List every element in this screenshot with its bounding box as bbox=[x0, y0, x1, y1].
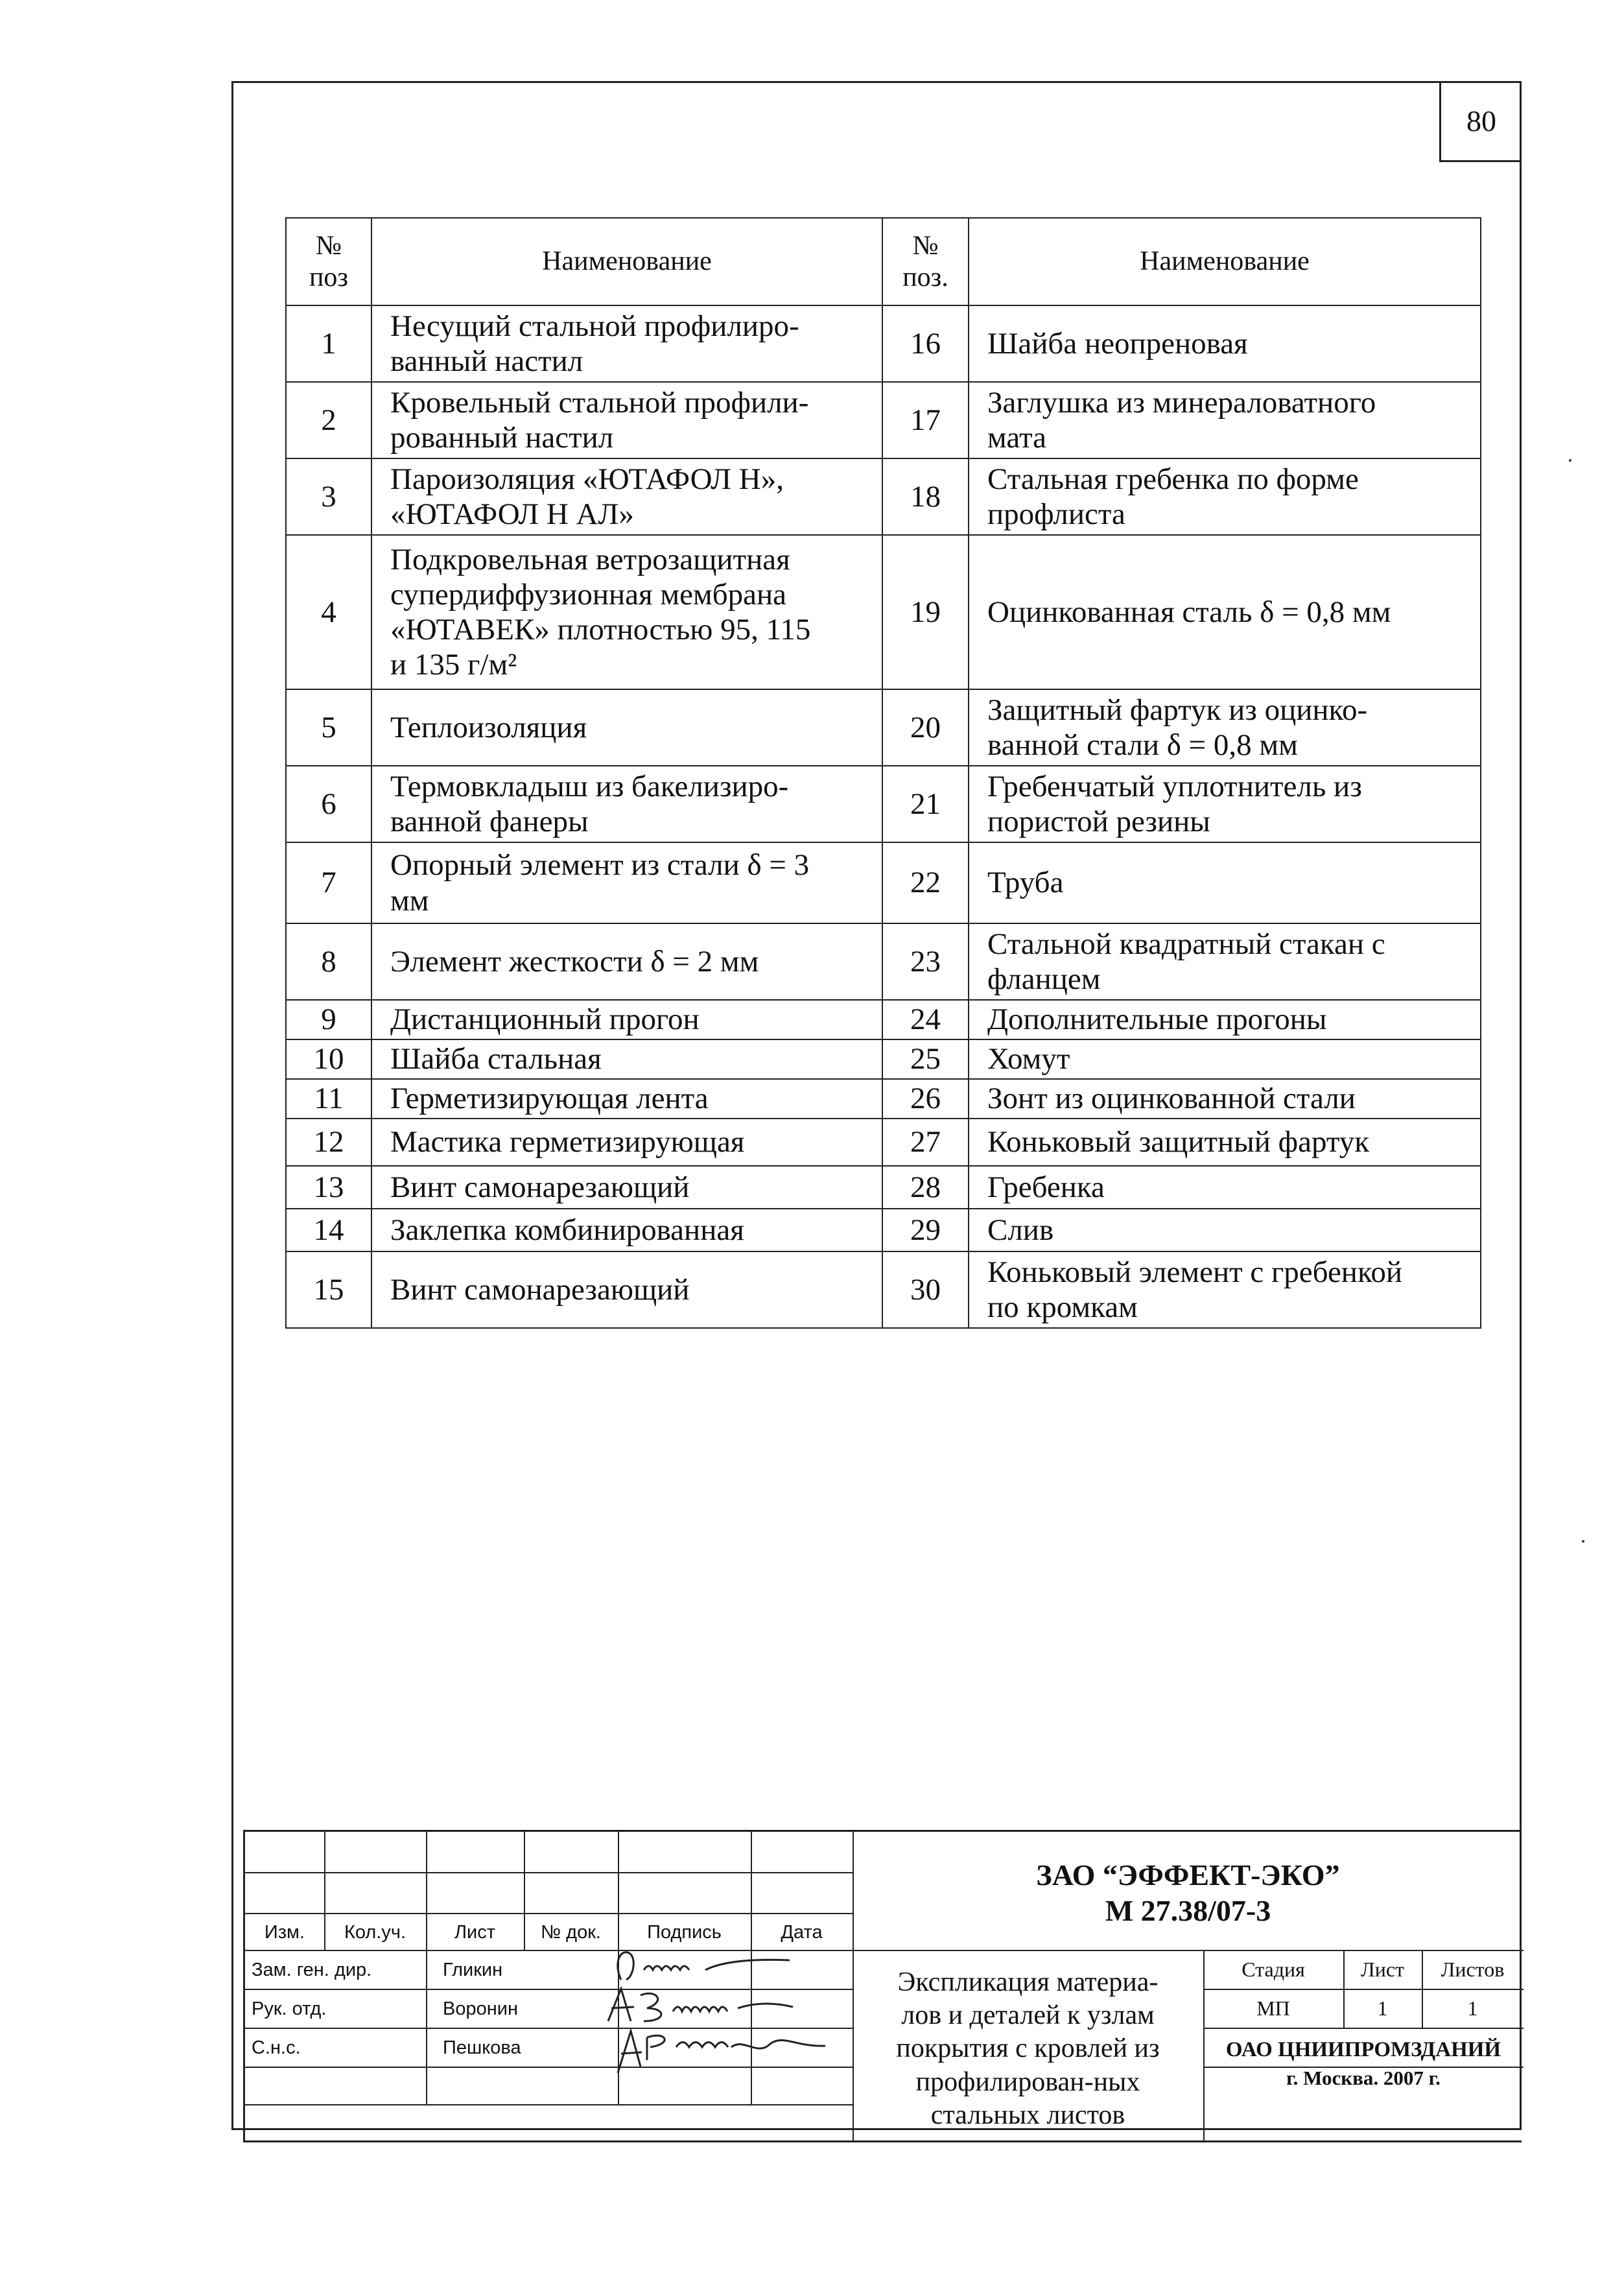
table-row bbox=[286, 1079, 1481, 1119]
company-name: ЗАО “ЭФФЕКТ-ЭКО” bbox=[1036, 1858, 1340, 1891]
sheet-title: Экспликация материа- лов и деталей к узлам покрытия с кровлей из профилирован-ных стальных листов bbox=[896, 1967, 1160, 2130]
cell-pos-left: 13 bbox=[286, 1166, 371, 1209]
organization-name: ОАО ЦНИИПРОМЗДАНИЙ bbox=[1225, 2038, 1501, 2061]
cell-pos-left: 7 bbox=[286, 842, 371, 923]
scan-speck bbox=[1569, 459, 1571, 462]
cell-name-left: Заклепка комбинированная bbox=[371, 1209, 882, 1251]
cell-name-right: Коньковый защитный фартук bbox=[969, 1119, 1481, 1166]
document-code: М 27.38/07-3 bbox=[1105, 1894, 1271, 1927]
header-name-left: Наименование bbox=[371, 218, 882, 305]
cell-pos-left: 14 bbox=[286, 1209, 371, 1251]
cell-name-left: Теплоизоляция bbox=[371, 689, 882, 766]
cell-name-left: Мастика герметизирующая bbox=[371, 1119, 882, 1166]
cell-pos-right: 24 bbox=[882, 1000, 969, 1039]
table-row bbox=[286, 382, 1481, 458]
cell-name-left: Опорный элемент из стали δ = 3 мм bbox=[371, 842, 882, 923]
name-glikin: Гликин bbox=[443, 1960, 503, 1980]
col-header-kol-uch: Кол.уч. bbox=[344, 1921, 406, 1943]
cell-pos-right: 16 bbox=[882, 305, 969, 382]
cell-name-left: Пароизоляция «ЮТАФОЛ Н», «ЮТАФОЛ Н АЛ» bbox=[371, 458, 882, 535]
sheets-label: Листов bbox=[1441, 1957, 1505, 1981]
cell-pos-right: 27 bbox=[882, 1119, 969, 1166]
col-header-izm: Изм. bbox=[264, 1921, 305, 1943]
cell-name-left: Несущий стальной профилиро- ванный настил bbox=[371, 305, 882, 382]
cell-name-left: Шайба стальная bbox=[371, 1039, 882, 1079]
table-row bbox=[286, 458, 1481, 535]
cell-name-left: Винт самонарезающий bbox=[371, 1166, 882, 1209]
col-header-date: Дата bbox=[781, 1921, 823, 1943]
table-row bbox=[286, 1209, 1481, 1251]
role-dept-head: Рук. отд. bbox=[252, 1998, 327, 2019]
cell-pos-right: 25 bbox=[882, 1039, 969, 1079]
table-row bbox=[286, 842, 1481, 923]
scan-speck bbox=[1582, 1540, 1584, 1543]
cell-pos-right: 21 bbox=[882, 766, 969, 842]
cell-pos-right: 23 bbox=[882, 923, 969, 1000]
cell-name-right: Гребенчатый уплотнитель из пористой резины bbox=[969, 766, 1481, 842]
cell-name-right: Стальной квадратный стакан с фланцем bbox=[969, 923, 1481, 1000]
cell-name-left: Герметизирующая лента bbox=[371, 1079, 882, 1119]
cell-name-right: Труба bbox=[969, 842, 1481, 923]
cell-name-left: Винт самонарезающий bbox=[371, 1251, 882, 1328]
table-row bbox=[286, 689, 1481, 766]
cell-pos-left: 9 bbox=[286, 1000, 371, 1039]
cell-name-left: Термовкладыш из бакелизиро- ванной фанеры bbox=[371, 766, 882, 842]
cell-name-left: Дистанционный прогон bbox=[371, 1000, 882, 1039]
role-senior-researcher: С.н.с. bbox=[252, 2037, 301, 2058]
cell-pos-right: 19 bbox=[882, 535, 969, 689]
cell-name-right: Дополнительные прогоны bbox=[969, 1000, 1481, 1039]
table-row bbox=[286, 923, 1481, 1000]
header-pos-left: № поз bbox=[286, 218, 371, 305]
cell-pos-left: 3 bbox=[286, 458, 371, 535]
sheet-label: Лист bbox=[1360, 1957, 1404, 1981]
table-row bbox=[286, 1000, 1481, 1039]
sheet-value: 1 bbox=[1377, 1996, 1388, 2020]
table-header-row bbox=[286, 218, 1481, 305]
cell-name-right: Гребенка bbox=[969, 1166, 1481, 1209]
table-row bbox=[286, 1119, 1481, 1166]
name-voronin: Воронин bbox=[443, 1998, 518, 2019]
cell-pos-right: 17 bbox=[882, 382, 969, 458]
cell-name-right: Зонт из оцинкованной стали bbox=[969, 1079, 1481, 1119]
cell-name-right: Стальная гребенка по форме профлиста bbox=[969, 458, 1481, 535]
title-block bbox=[243, 1830, 1522, 2142]
cell-pos-left: 8 bbox=[286, 923, 371, 1000]
table-row bbox=[286, 305, 1481, 382]
signature-peshkova bbox=[602, 2021, 835, 2080]
cell-pos-right: 20 bbox=[882, 689, 969, 766]
sheets-value: 1 bbox=[1467, 1996, 1478, 2020]
cell-pos-left: 12 bbox=[286, 1119, 371, 1166]
cell-name-right: Коньковый элемент с гребенкой по кромкам bbox=[969, 1251, 1481, 1328]
col-header-signature: Подпись bbox=[647, 1921, 722, 1943]
cell-name-right: Заглушка из минераловатного мата bbox=[969, 382, 1481, 458]
table-row bbox=[286, 766, 1481, 842]
cell-pos-right: 22 bbox=[882, 842, 969, 923]
table-row bbox=[286, 1166, 1481, 1209]
cell-pos-left: 6 bbox=[286, 766, 371, 842]
cell-pos-right: 26 bbox=[882, 1079, 969, 1119]
cell-name-left: Кровельный стальной профили- рованный настил bbox=[371, 382, 882, 458]
cell-name-left: Подкровельная ветрозащитная супердиффузионная мембрана «ЮТАВЕК» плотностью 95, 115 и 135 г/м² bbox=[371, 535, 882, 689]
cell-name-right: Оцинкованная сталь δ = 0,8 мм bbox=[969, 535, 1481, 689]
cell-pos-right: 29 bbox=[882, 1209, 969, 1251]
cell-pos-right: 30 bbox=[882, 1251, 969, 1328]
cell-name-right: Хомут bbox=[969, 1039, 1481, 1079]
table-row bbox=[286, 535, 1481, 689]
cell-pos-left: 10 bbox=[286, 1039, 371, 1079]
table-row bbox=[286, 1251, 1481, 1328]
cell-pos-right: 18 bbox=[882, 458, 969, 535]
header-pos-right: № поз. bbox=[882, 218, 969, 305]
stage-value: МП bbox=[1256, 1996, 1290, 2020]
organization-city-year: г. Москва. 2007 г. bbox=[1286, 2067, 1441, 2089]
cell-pos-right: 28 bbox=[882, 1166, 969, 1209]
stage-label: Стадия bbox=[1242, 1957, 1305, 1981]
cell-name-right: Шайба неопреновая bbox=[969, 305, 1481, 382]
cell-pos-left: 5 bbox=[286, 689, 371, 766]
cell-pos-left: 15 bbox=[286, 1251, 371, 1328]
cell-name-right: Защитный фартук из оцинко- ванной стали δ = 0,8 мм bbox=[969, 689, 1481, 766]
cell-pos-left: 1 bbox=[286, 305, 371, 382]
cell-name-left: Элемент жесткости δ = 2 мм bbox=[371, 923, 882, 1000]
page-number: 80 bbox=[1439, 81, 1522, 162]
cell-pos-left: 4 bbox=[286, 535, 371, 689]
cell-name-right: Слив bbox=[969, 1209, 1481, 1251]
cell-pos-left: 2 bbox=[286, 382, 371, 458]
name-peshkova: Пешкова bbox=[443, 2037, 521, 2058]
header-name-right: Наименование bbox=[969, 218, 1481, 305]
explication-table bbox=[285, 217, 1481, 1329]
cell-pos-left: 11 bbox=[286, 1079, 371, 1119]
col-header-doc-no: № док. bbox=[541, 1921, 601, 1943]
table-row bbox=[286, 1039, 1481, 1079]
col-header-list: Лист bbox=[454, 1921, 495, 1943]
role-deputy-director: Зам. ген. дир. bbox=[252, 1960, 372, 1980]
